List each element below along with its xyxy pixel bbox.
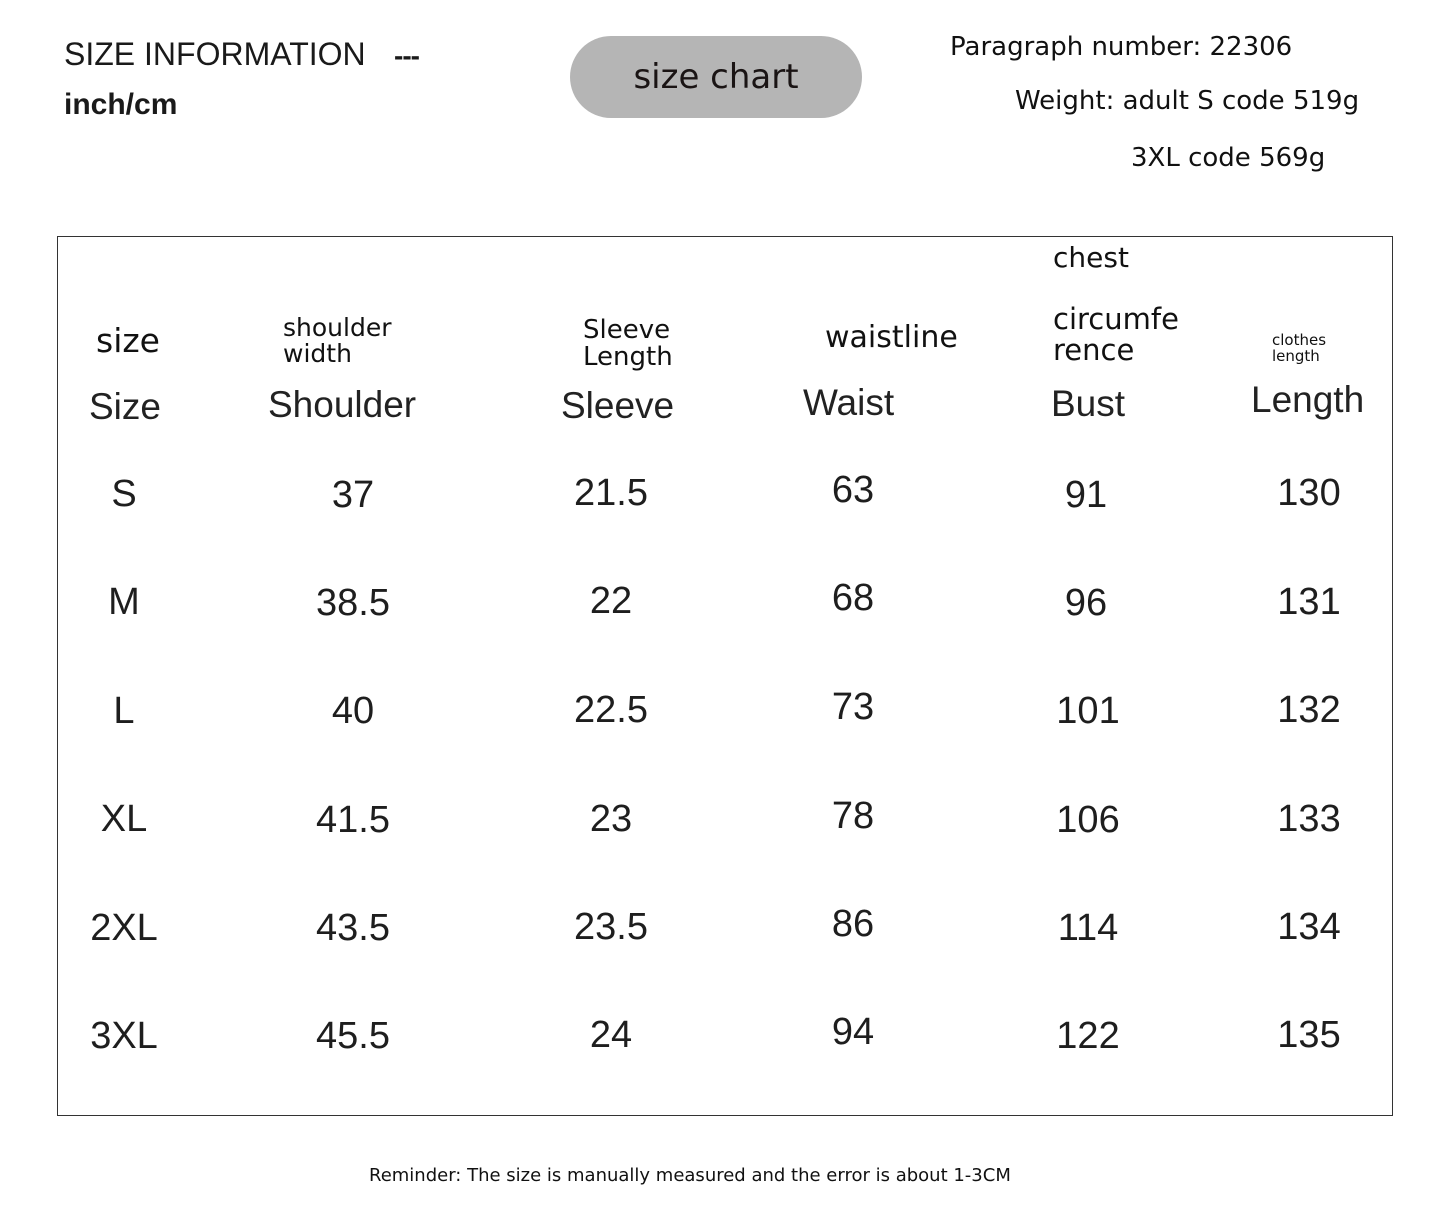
size-chart-badge-label: size chart [633, 57, 799, 97]
col-shoulder-sublabel [283, 315, 391, 368]
table-cell: 68 [831, 577, 875, 619]
page-title: SIZE INFORMATION [64, 36, 366, 72]
table-cell: 134 [1277, 906, 1341, 948]
table-cell: 22 [589, 580, 633, 622]
table-cell: 3XL [90, 1015, 158, 1057]
col-sleeve-sublabel-line: Length [583, 342, 673, 373]
table-cell: 45.5 [316, 1015, 390, 1057]
table-cell: 24 [589, 1014, 633, 1056]
col-size-sublabel: size [96, 321, 160, 360]
table-cell: 135 [1277, 1014, 1341, 1056]
weight-info-3xl: 3XL code 569g [1131, 143, 1326, 173]
table-cell: 23.5 [574, 906, 648, 948]
table-cell: 130 [1277, 472, 1341, 514]
table-cell: 96 [1064, 582, 1108, 624]
table-cell: 40 [331, 690, 375, 732]
col-length-sublabel [1272, 333, 1326, 365]
size-table [57, 236, 1393, 1116]
title-dash: --- [394, 40, 419, 71]
table-cell: 41.5 [316, 799, 390, 841]
col-length-sublabel-line: length [1272, 346, 1320, 365]
table-cell: 38.5 [316, 582, 390, 624]
col-sleeve-sublabel [583, 317, 673, 372]
table-cell: 91 [1064, 474, 1108, 516]
table-cell: 101 [1056, 690, 1120, 732]
table-cell: 122 [1056, 1015, 1120, 1057]
col-header-shoulder: Shoulder [268, 384, 417, 425]
col-header-sleeve: Sleeve [561, 385, 675, 426]
table-cell: XL [100, 798, 148, 840]
col-header-waist: Waist [803, 382, 895, 423]
table-cell: S [111, 473, 137, 515]
weight-info: Weight: adult S code 519g [1015, 86, 1360, 116]
size-chart-badge [570, 36, 862, 118]
col-waist-sublabel: waistline [825, 320, 958, 355]
table-cell: 22.5 [574, 689, 648, 731]
col-bust-sublabel-line: rence [1053, 332, 1135, 367]
table-cell: 21.5 [574, 472, 648, 514]
table-cell: 37 [331, 474, 375, 516]
table-cell: M [108, 581, 140, 623]
units-label: inch/cm [64, 88, 178, 121]
table-cell: 94 [831, 1011, 875, 1053]
table-cell: L [113, 690, 135, 732]
col-bust-sublabel-line: circumfe [1053, 302, 1179, 336]
table-cell: 106 [1056, 799, 1120, 841]
col-length-sublabel-line: clothes [1272, 331, 1327, 349]
col-shoulder-sublabel-line: width [283, 339, 352, 369]
table-cell: 73 [831, 686, 875, 728]
paragraph-number: Paragraph number: 22306 [950, 32, 1293, 62]
table-cell: 132 [1277, 689, 1341, 731]
table-cell: 114 [1057, 907, 1119, 949]
table-cell: 43.5 [316, 907, 390, 949]
col-header-size: Size [89, 386, 161, 427]
table-cell: 131 [1277, 581, 1341, 623]
col-bust-sublabel-line: chest [1053, 241, 1129, 274]
col-header-bust: Bust [1051, 383, 1126, 424]
table-cell: 78 [831, 795, 875, 837]
reminder-note: Reminder: The size is manually measured and the error is about 1-3CM [369, 1165, 1011, 1186]
table-cell: 86 [831, 903, 875, 945]
col-header-length: Length [1251, 379, 1365, 420]
table-cell: 63 [831, 469, 875, 511]
table-cell: 2XL [90, 907, 158, 949]
col-bust-sublabel [1053, 304, 1179, 365]
col-sleeve-sublabel-line: Sleeve [583, 315, 671, 345]
table-cell: 23 [589, 798, 633, 840]
table-cell: 133 [1277, 798, 1341, 840]
col-shoulder-sublabel-line: shoulder [283, 313, 392, 342]
